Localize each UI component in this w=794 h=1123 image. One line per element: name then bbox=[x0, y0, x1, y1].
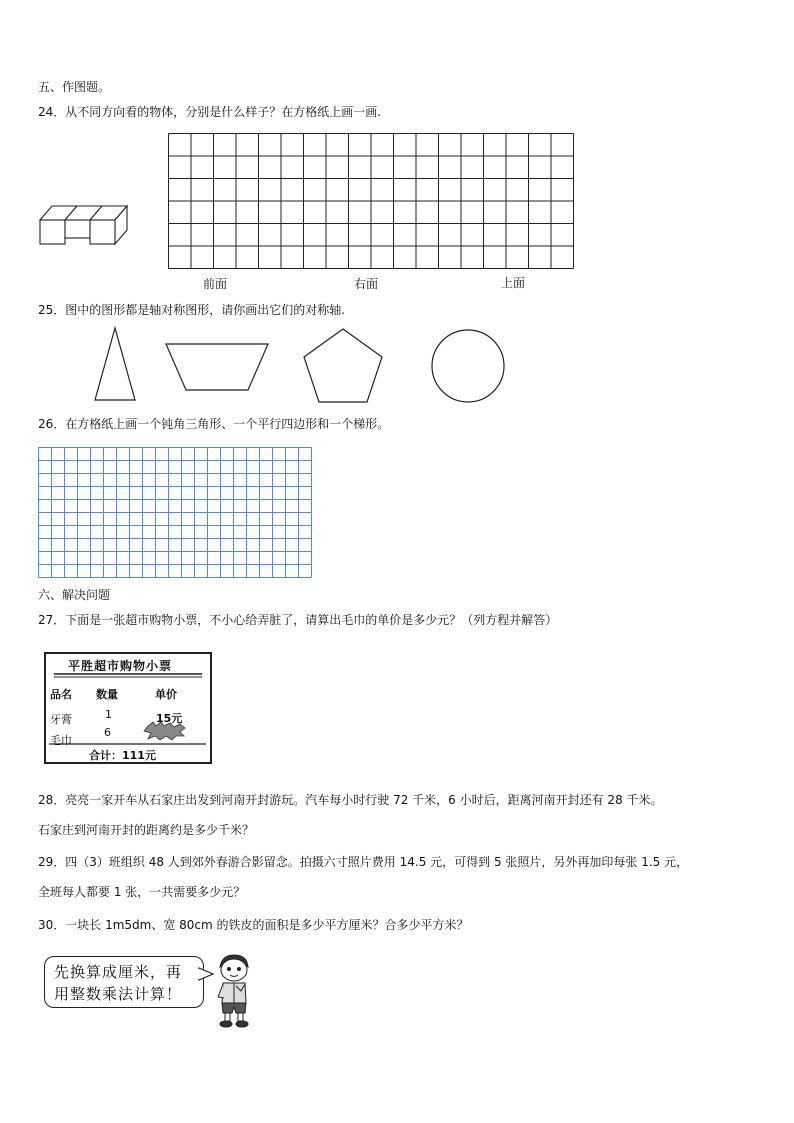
row-1-name: 牙膏 bbox=[50, 713, 72, 726]
isosceles-triangle bbox=[95, 328, 135, 400]
section-5-title: 五、作图题。 bbox=[38, 80, 111, 94]
square-grid-26 bbox=[38, 447, 314, 577]
question-26-text: 26．在方格纸上画一个钝角三角形、一个平行四边形和一个梯形。 bbox=[38, 417, 390, 431]
square-grid-24 bbox=[168, 133, 574, 263]
circle-shape bbox=[432, 330, 504, 402]
question-29-line1: 29．四（3）班组织 48 人到郊外春游合影留念。拍摄六寸照片费用 14.5 元，可得到 5 张照片，另外再加印每张 1.5 元， bbox=[38, 855, 689, 869]
row-2-qty: 6 bbox=[104, 726, 111, 739]
header-name: 品名 bbox=[50, 688, 72, 701]
boy-illustration bbox=[214, 953, 254, 1029]
question-28-line1: 28．亮亮一家开车从石家庄出发到河南开封游玩。汽车每小时行驶 72 千米，6 小时后，距离河南开封还有 28 千米。 bbox=[38, 793, 663, 807]
header-qty: 数量 bbox=[96, 688, 118, 701]
header-price: 单价 bbox=[155, 688, 177, 701]
hint-line1: 先换算成厘米，再 bbox=[54, 963, 183, 981]
shopping-receipt bbox=[44, 652, 212, 764]
label-front: 前面 bbox=[203, 277, 228, 291]
symmetric-shapes bbox=[90, 326, 510, 406]
regular-pentagon bbox=[304, 329, 382, 402]
label-top: 上面 bbox=[501, 276, 526, 290]
question-28-line2: 石家庄到河南开封的距离约是多少千米？ bbox=[38, 823, 255, 837]
hint-line2: 用整数乘法计算！ bbox=[54, 985, 183, 1003]
cube-figure bbox=[38, 198, 138, 248]
question-27-text: 27．下面是一张超市购物小票，不小心给弄脏了，请算出毛巾的单价是多少元？（列方程并解答） bbox=[38, 613, 558, 627]
receipt-total: 合计：111元 bbox=[89, 749, 156, 762]
isosceles-trapezoid bbox=[166, 344, 268, 390]
receipt-title: 平胜超市购物小票 bbox=[68, 659, 173, 673]
question-25-text: 25．图中的图形都是轴对称图形，请你画出它们的对称轴. bbox=[38, 303, 346, 317]
question-24-text: 24．从不同方向看的物体，分别是什么样子？在方格纸上画一画. bbox=[38, 105, 382, 119]
section-6-title: 六、解决问题 bbox=[38, 588, 111, 602]
row-1-price: 15元 bbox=[156, 712, 183, 725]
row-2-name: 毛巾 bbox=[50, 734, 72, 747]
row-1-qty: 1 bbox=[105, 708, 112, 721]
label-right: 右面 bbox=[354, 277, 379, 291]
question-29-line2: 全班每人都要 1 张，一共需要多少元？ bbox=[38, 885, 246, 899]
question-30-text: 30．一块长 1m5dm、宽 80cm 的铁皮的面积是多少平方厘米？合多少平方米？ bbox=[38, 918, 469, 932]
